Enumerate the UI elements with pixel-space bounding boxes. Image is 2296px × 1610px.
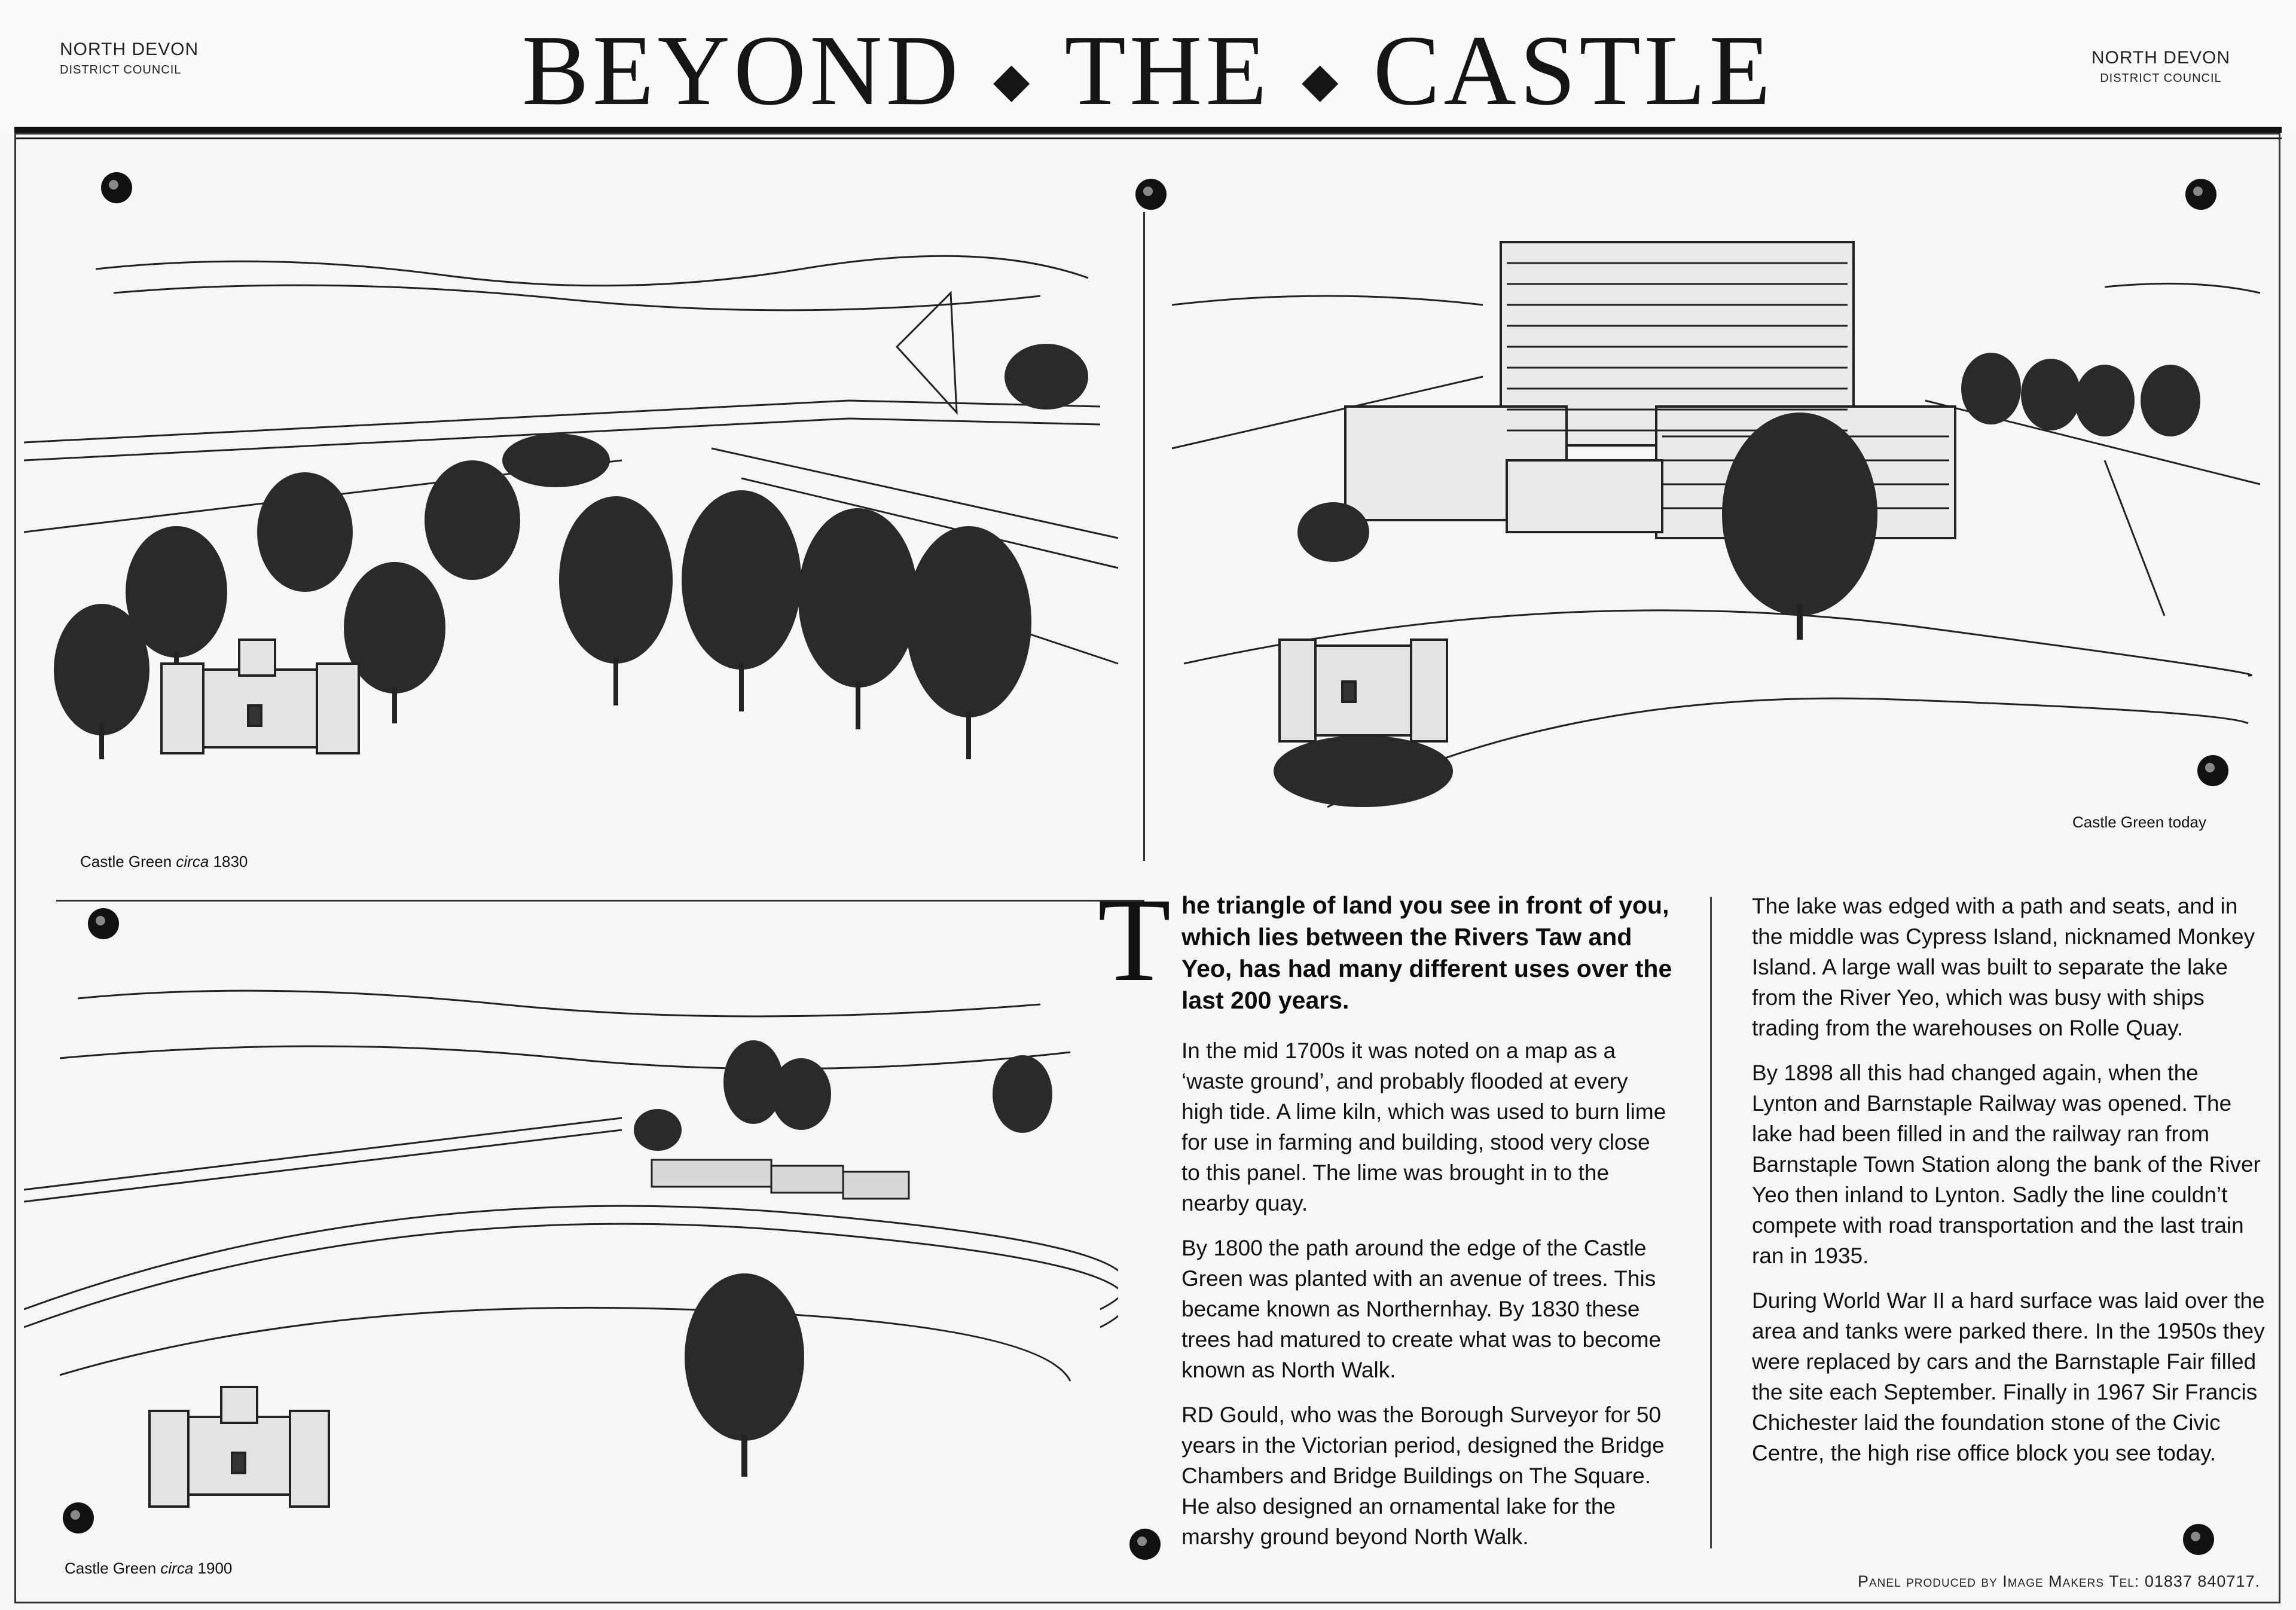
paragraph-6: During World War II a hard surface was laid over the area and tanks were parked there. In the 1950s they were replaced by cars and the Barnstaple Fair filled the site each September. Finally in 1967 Sir Francis Chichester laid the foundation stone of the Civic Centre, the high rise office block you see today. xyxy=(1752,1288,2265,1465)
paragraph-4: The lake was edged with a path and seats, and in the middle was Cypress Island, nicknamed Monkey Island. A large wall was built to separate the lake from the River Yeo, which was busy with ships trading from the warehouses on Rolle Quay. xyxy=(1752,894,2255,1040)
paragraph-1: In the mid 1700s it was noted on a map as a ‘waste ground’, and probably flooded at every high tide. A lime kiln, which was used to burn lime for use in farming and building, stood very close to this panel. The lime was brought in to the nearby quay. xyxy=(1181,1038,1666,1215)
paragraph-2: By 1800 the path around the edge of the Castle Green was planted with an avenue of trees. This became known as Northernhay. By 1830 these trees had matured to create what was to become known as North Walk. xyxy=(1181,1236,1662,1382)
mounting-bolt-icon xyxy=(61,1501,96,1535)
lead-paragraph: he triangle of land you see in front of you, which lies between the Rivers Taw and Yeo, has had many different uses over the last 200 years. xyxy=(1181,891,1672,1014)
drop-cap: T xyxy=(1098,874,1171,1006)
council-logo-right xyxy=(2092,48,2230,88)
castle-green-today-illustration xyxy=(1148,149,2278,837)
council-right-line2: DISTRICT COUNCIL xyxy=(2100,72,2222,85)
text-column-right xyxy=(1752,891,2266,1483)
mounting-bolt-icon xyxy=(1134,177,1168,212)
mounting-bolt-icon xyxy=(2196,753,2230,788)
mounting-bolt-icon xyxy=(2184,177,2218,212)
council-left-line1: NORTH DEVON xyxy=(60,39,199,59)
panel-credit: Panel produced by Image Makers Tel: 01837 840717. xyxy=(1857,1572,2260,1590)
paragraph-3: RD Gould, who was the Borough Surveyor for 50 years in the Victorian period, designed the Bridge Chambers and Bridge Buildings on The Square. He also designed an ornamental lake for the marshy ground beyond North Walk. xyxy=(1181,1403,1665,1549)
title-separator-2: ◆ xyxy=(1301,54,1342,108)
title-part-1: BEYOND xyxy=(521,15,962,126)
page-title xyxy=(0,17,2296,135)
caption-castle-green-today: Castle Green today xyxy=(2072,813,2207,831)
mounting-bolt-icon xyxy=(86,906,121,941)
header-rule-thick xyxy=(14,127,2282,133)
council-left-line2: DISTRICT COUNCIL xyxy=(60,63,182,77)
caption-castle-green-1900: Castle Green circa 1900 xyxy=(65,1559,233,1577)
castle-green-1830-illustration xyxy=(24,149,1142,867)
paragraph-5: By 1898 all this had changed again, when the Lynton and Barnstaple Railway was opened. The lake had been filled in and the railway ran from Barnstaple Town Station along the bank of the River Yeo then inland to Lynton. Sadly the line couldn’t compete with road transportation and the last train ran in 1935. xyxy=(1752,1061,2261,1268)
castle-green-1900-illustration xyxy=(24,915,1118,1560)
text-column-divider xyxy=(1710,897,1712,1548)
title-part-2: THE xyxy=(1064,15,1271,126)
title-separator-1: ◆ xyxy=(993,54,1034,108)
illustration-1900-drawing xyxy=(24,915,1118,1560)
council-right-line1: NORTH DEVON xyxy=(2091,48,2230,68)
mounting-bolt-icon xyxy=(99,170,134,205)
mounting-bolt-icon xyxy=(2181,1522,2216,1557)
title-part-3: CASTLE xyxy=(1373,15,1775,126)
illustration-today-drawing xyxy=(1148,149,2278,837)
illustration-divider-vertical xyxy=(1143,212,1145,861)
illustration-1830-drawing xyxy=(24,149,1142,867)
mounting-bolt-icon xyxy=(1128,1527,1162,1562)
caption-castle-green-1830: Castle Green circa 1830 xyxy=(80,853,248,870)
illustration-divider-horizontal xyxy=(56,900,1144,902)
text-column-left xyxy=(1181,1035,1672,1566)
